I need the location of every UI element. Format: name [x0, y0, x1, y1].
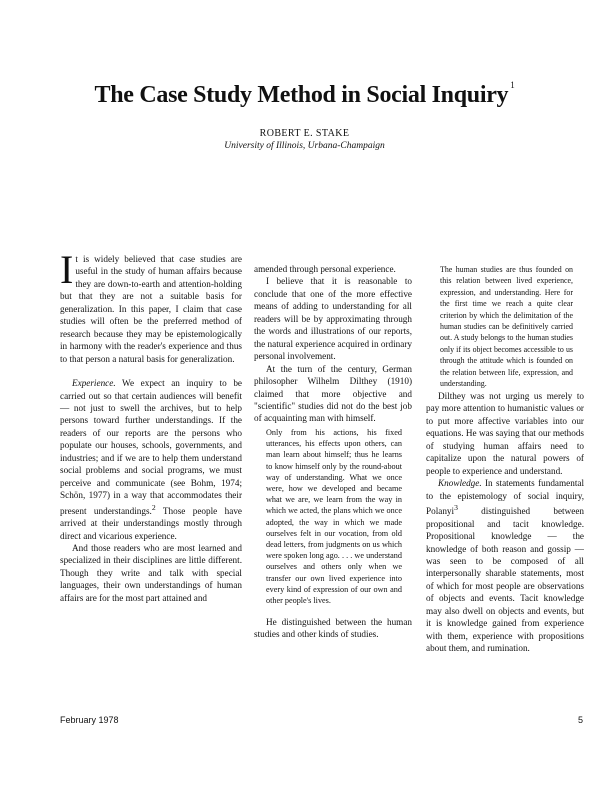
author-name: ROBERT E. STAKE [259, 128, 350, 139]
footnote-mark-2: 2 [151, 502, 156, 512]
footnote-mark-3: 3 [454, 503, 458, 513]
section-heading-knowledge: Knowledge. [438, 478, 482, 489]
paragraph-intro [60, 247, 242, 365]
block-quote-text: Only from his actions, his fixed utterances, his effects upon others, can man learn about himself; thus he learns to know himself only by the round-about way of understanding. What we once were, how we developed and became what we are, we learn from the way in which we acted, the plans which we once adopted, the way in which we made ourselves felt in our vocation, from old dead letters, from judgments on us which were spoken long ago. . . . we understand ourselves and others only when we transfer our own lived experience into every kind of expression of our own and other people's lives. [266, 428, 402, 606]
paragraph-readers: And those readers who are most learned and specialized in their disciplines are little different. Though they write and talk with special languages, their own understandings of human affairs are for the most part attained and [60, 543, 242, 603]
knowledge-text-end: distinguished between propositional and tacit knowledge. Propositional knowledge — the knowledge of both reason and gossip — was seen to be composed of all interpersonally sharable statements, most of which for most people are observations of objects and events. Tacit knowledge may also dwell on objects and events, but it is knowledge gained from experience with them, experience with propositions about them, and rumination. [426, 506, 584, 654]
paragraph-amended: amended through personal experience. [254, 264, 396, 274]
paragraph-experience [60, 377, 242, 542]
column-1 [60, 247, 242, 604]
paragraph-distinguished: He distinguished between the human studies and other kinds of studies. [254, 617, 412, 640]
pull-quote [440, 264, 573, 389]
footer-date: February 1978 [60, 715, 119, 725]
paragraph-dilthey-urging: Dilthey was not urging us merely to pay more attention to humanistic values or to put more affective variables into our equations. He was saying that our methods of studying human affairs need to capitalize upon the natural powers of people to experience and understand. [426, 391, 584, 476]
drop-cap: I [60, 247, 74, 292]
intro-text: t is widely believed that case studies are useful in the study of human affairs because they are down-to-earth and attention-holding but that they are not a suitable basis for generalization. In this paper, I claim that case studies will often be the preferred method of research because they may be epistemologically in harmony with the reader's experience and thus to that person a natural basis for generalization. [60, 254, 242, 364]
paragraph-dilthey: At the turn of the century, German philosopher Wilhelm Dilthey (1910) claimed that more objective and "scientific" studies did not do the best job of acquainting man with himself. [254, 363, 412, 424]
column-2 [254, 263, 412, 425]
pull-quote-text: The human studies are thus founded on this relation between lived experience, expression, and understanding. Here for the first time we reach a quite clear criterion by which the delimitation of the human studies can be definitively carried out. A study belongs to the human studies only if its object becomes accessible to us through the attitude which is founded on the relation between life, expression, and understanding. [440, 265, 573, 389]
author-affiliation: University of Illinois, Urbana-Champaign [224, 141, 385, 151]
paragraph-knowledge [426, 477, 584, 654]
column-2-bottom [254, 616, 412, 641]
paragraph-believe: I believe that it is reasonable to conclude that one of the more effective means of adding to understanding for all readers will be by approximating through the words and illustrations of our reports, the natural experience acquired in ordinary personal involvement. [254, 276, 412, 362]
column-3 [426, 390, 584, 655]
section-heading-experience: Experience. [72, 378, 116, 389]
footer-page-number: 5 [578, 715, 584, 725]
title-text: The Case Study Method in Social Inquiry [94, 82, 509, 108]
experience-text: We expect an inquiry to be carried out so that certain audiences will benefit — not just to swell the archives, but to help persons toward further understandings. If the readers of our reports are the persons who populate our houses, schools, governments, and industries; and if we are to help them understand social problems and social programs, we must perceive and communicate (see Bohm, 1974; Schön, 1977) in a way that accommodates their present understandings. [60, 378, 242, 516]
block-quote-dilthey [266, 427, 402, 606]
experience-text-end: Those people have arrived at their understandings mostly through direct and vicarious experience. [60, 505, 242, 541]
knowledge-text: In statements fundamental to the epistemology of social inquiry, Polanyi [426, 478, 584, 517]
article-title [60, 80, 549, 109]
title-footnote-mark: 1 [510, 80, 515, 90]
